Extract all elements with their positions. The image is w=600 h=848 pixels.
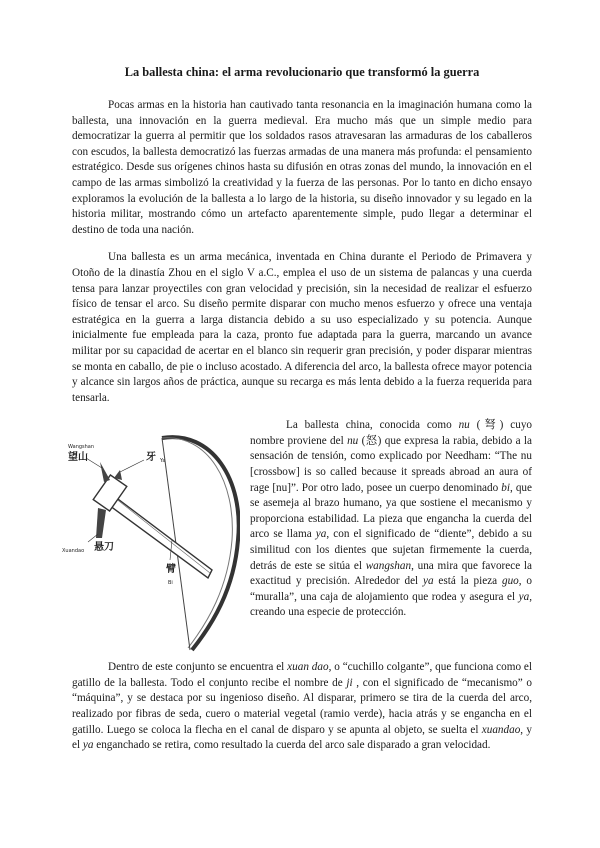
label-wangshan-cjk: 望山: [68, 452, 88, 464]
term-nu: nu: [458, 419, 470, 432]
label-bi-roman: Bi: [168, 580, 173, 587]
p3-text-d: , que se asemeja al brazo humano, ya que sostiene el mecanismo y proporciona estabilidad. La pieza que engancha la cuerda del arco se llama: [250, 481, 532, 541]
term-ya-3: ya: [518, 590, 530, 603]
term-bi: bi: [501, 481, 510, 494]
p3-text-i: , creando una especie de protección.: [250, 590, 532, 619]
document-page: [62, 64, 533, 766]
p3-text-f: , una mira que favorece la exactitud y precisión. Alrededor del: [250, 559, 532, 588]
p3-text-b: cuyo nombre proviene del: [250, 419, 533, 447]
char-nu-rage: (怒): [358, 434, 385, 447]
p4-text-d: , y el: [72, 723, 533, 752]
label-xuandao-cjk: 悬刀: [94, 542, 114, 554]
term-xuandao: xuandao: [481, 723, 521, 736]
p3-text-g: está la pieza: [433, 575, 502, 588]
paragraph-mechanism: [72, 660, 532, 754]
label-bi-cjk: 臂: [166, 564, 176, 576]
p4-text-c: , con el significado de “mecanismo” o “máquina”, y se destaca por su ingenioso diseño. Al disparar, primero se tira de la cuerda del arco, realizado por fibras de seda, cuero o material vegetal (ramio verde), hacia atrás y se engancha en el gatillo. Luego se coloca la flecha en el canal de disparo y se apunta al objeto, se suelta el: [72, 676, 532, 736]
p4-text-e: enganchado se retira, como resultado la cuerda del arco sale disparado a gran velocidad.: [93, 739, 491, 752]
term-ji: ji: [346, 676, 353, 689]
term-xuan-dao: xuan dao: [287, 661, 329, 674]
document-title: La ballesta china: el arma revolucionario que transformó la guerra: [124, 65, 480, 79]
label-ya-roman: Ya: [160, 458, 166, 465]
term-nu-rage: nu: [347, 434, 359, 447]
p3-text-h: , o “muralla”, una caja de alojamiento que rodea y asegura el: [250, 575, 532, 603]
p4-text-a: Dentro de este conjunto se encuentra el: [108, 661, 288, 674]
p3-text-a: La ballesta china, conocida como: [286, 419, 459, 432]
label-wangshan-roman: Wangshan: [68, 444, 95, 451]
term-ya-4: ya: [82, 739, 94, 752]
paragraph-definition: Una ballesta es un arma mecánica, inventada en China durante el Periodo de Primavera y Otoño de la dinastía Zhou en el siglo V a.C., emplea el uso de un sistema de palancas y una cuerda tensa para lanzar proyectiles con gran velocidad y precisión, sin la necesidad de realizar el esfuerzo físico de tensar el arco. Su diseño permite disparar con mucho menos esfuerzo y ofrece una ventaja estratégica en la guerra a larga distancia debido a su uso especializado y su potencia. Aunque inicialmente fue empleada para la caza, pronto fue adaptada para la guerra, marcando un avance militar por su capacidad de acertar en el blanco sin requerir gran precisión, y poder disparar mientras se monta en caballo, de pie o incluso acostado. A diferencia del arco, la ballesta ofrece mayor potencia y alcance sin largos años de práctica, aunque su recarga es más lenta debido a la fuerza requerida para tensarla.: [72, 251, 532, 404]
term-guo: guo: [501, 575, 519, 588]
paragraph-intro: Pocas armas en la historia han cautivado tanta resonancia en la imaginación humana como la ballesta, una innovación en la guerra medieval. Era mucho más que un simple medio para democratizar la guerra al permitir que los soldados rasos atravesaran las armaduras de los caballeros con escudos, la ballesta democratizó las fuerzas armadas de una manera más profunda: el pensamiento estratégico. Desde sus orígenes chinos hasta su difusión en otras zonas del mundo, la innovación en el campo de las armas simbolizó la creatividad y la fuerza de las personas. Por lo tanto en dicho ensayo exploramos la evolución de la ballesta a lo largo de la historia, su diseño innovador y su legado en la historia militar, mostrando cómo un artefacto aparentemente simple, pudo llegar a determinar el destino de toda una nación.: [72, 99, 532, 236]
term-wangshan: wangshan: [365, 559, 412, 572]
label-xuandao-roman: Xuandao: [62, 548, 85, 555]
term-ya: ya: [315, 528, 327, 541]
p3-text-c: que expresa la rabia, debido a la sensación de tensión, como explicado por Needham: “The nu [crossbow] is so called because it spreads abroad an aura of rage [nu]”. Por otro lado, posee un cuerpo denominado: [250, 434, 533, 494]
term-ya-2: ya: [423, 575, 434, 588]
p4-text-b: , o “cuchillo colgante”, que funciona como el gatillo de la ballesta. Todo el conjunto recibe el nombre de: [72, 661, 532, 689]
label-ya-cjk: 牙: [146, 452, 156, 464]
char-nu-crossbow: (弩): [469, 419, 511, 432]
p3-text-e: , con el significado de “diente”, debido a su similitud con los dientes que sujetan firmemente la cuerda, detrás de este se sitúa el: [250, 528, 533, 572]
crossbow-diagram: [62, 420, 240, 656]
